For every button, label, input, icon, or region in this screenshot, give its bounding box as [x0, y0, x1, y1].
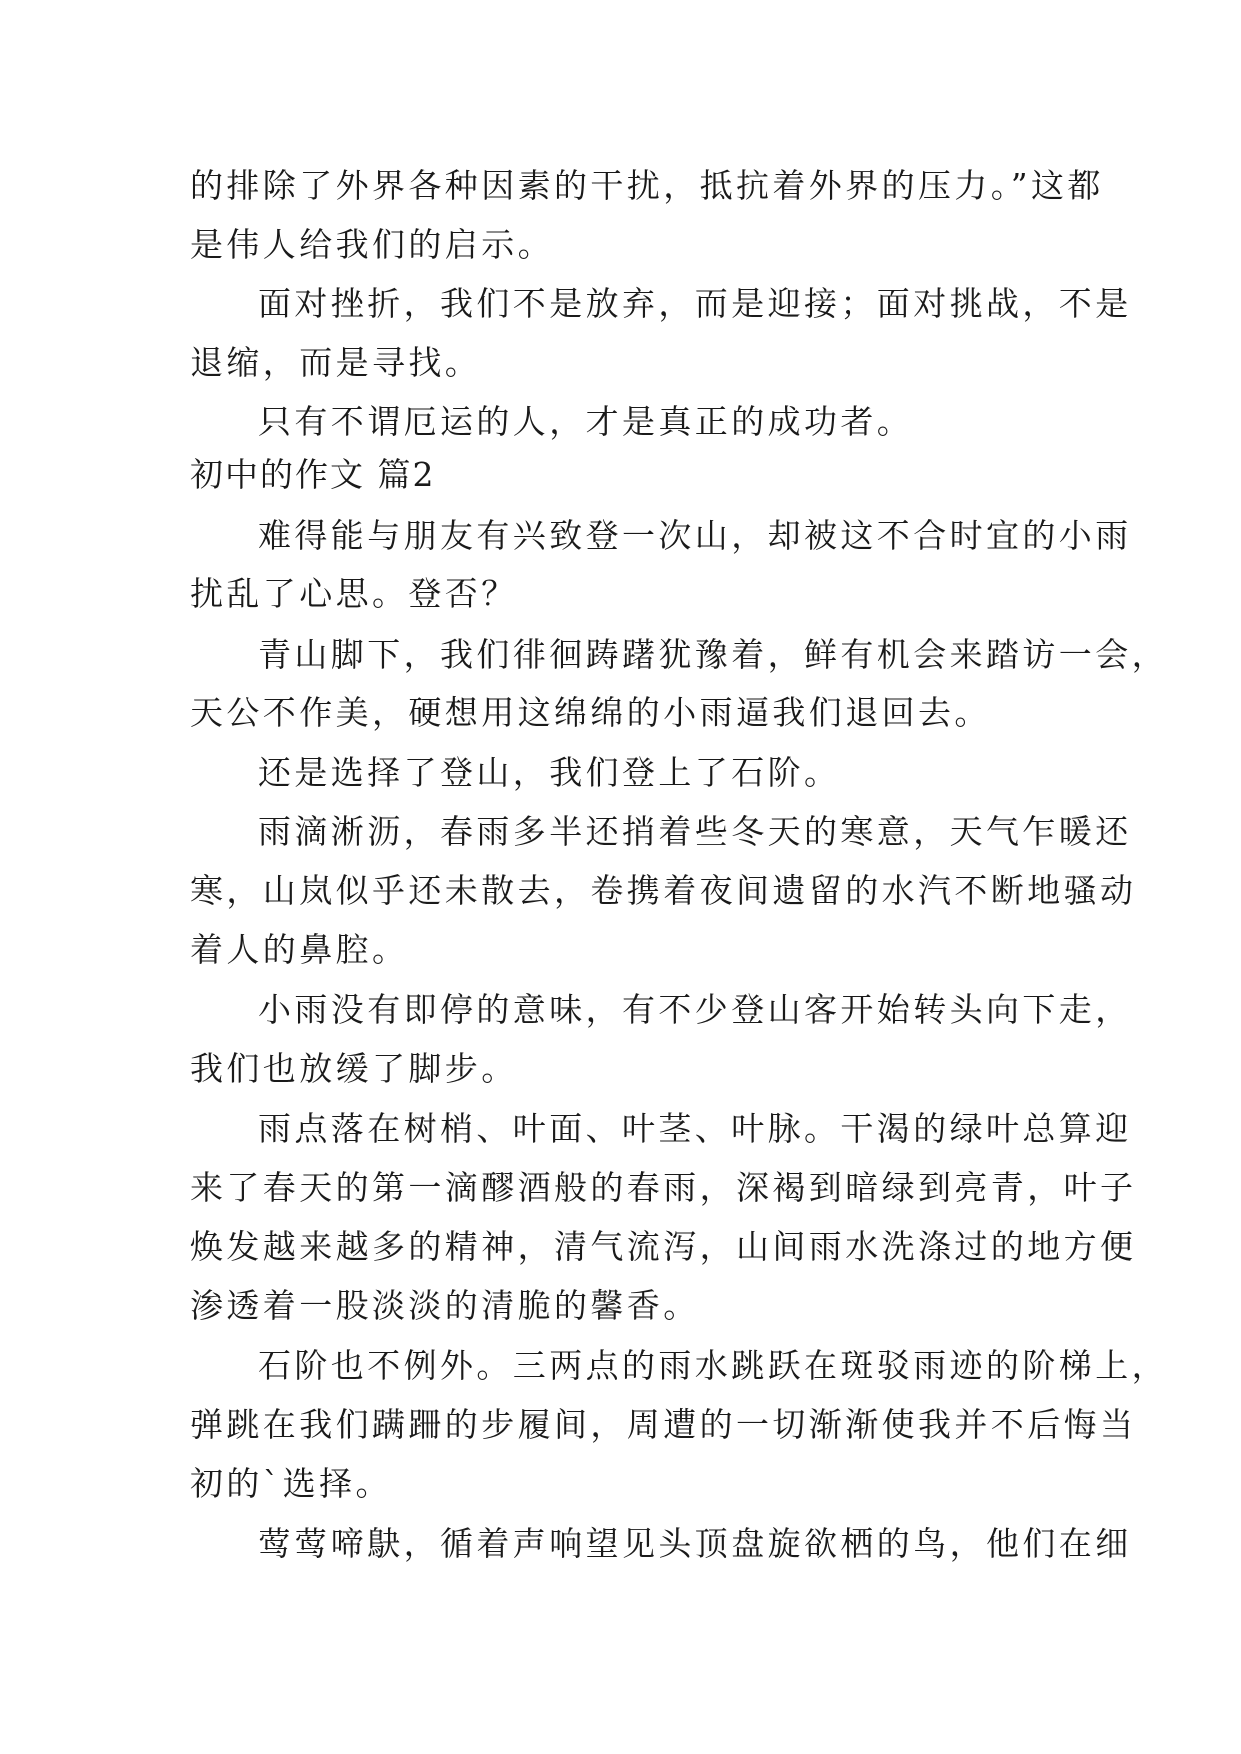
text-line: 小雨没有即停的意味，有不少登山客开始转头向下走， [258, 990, 1132, 1029]
text-line: 退缩，而是寻找。 [190, 343, 482, 382]
text-line: 来了春天的第一滴醪酒般的春雨，深褐到暗绿到亮青，叶子 [190, 1168, 1137, 1207]
text-line: 弹跳在我们蹒跚的步履间，周遭的一切渐渐使我并不后悔当 [190, 1405, 1137, 1444]
text-line: 焕发越来越多的精神，清气流泻，山间雨水洗涤过的地方便 [190, 1227, 1137, 1266]
text-line: 我们也放缓了脚步。 [190, 1049, 518, 1088]
text-line: 扰乱了心思。登否？ [190, 574, 518, 613]
text-line: 莺莺啼鴃，循着声响望见头顶盘旋欲栖的鸟，他们在细 [258, 1524, 1132, 1563]
text-line: 石阶也不例外。三两点的雨水跳跃在斑驳雨迹的阶梯上， [258, 1346, 1168, 1385]
text-line: 渗透着一股淡淡的清脆的馨香。 [190, 1286, 700, 1325]
text-line: 是伟人给我们的启示。 [190, 225, 554, 264]
text-line: 天公不作美，硬想用这绵绵的小雨逼我们退回去。 [190, 693, 991, 732]
text-line: 雨点落在树梢、叶面、叶茎、叶脉。干渴的绿叶总算迎 [258, 1109, 1132, 1148]
text-line: 寒，山岚似乎还未散去，卷携着夜间遗留的水汽不断地骚动 [190, 871, 1137, 910]
section-heading: 初中的作文 篇2 [190, 455, 436, 494]
text-line: 青山脚下，我们徘徊踌躇犹豫着，鲜有机会来踏访一会， [258, 635, 1168, 674]
text-line: 初的`选择。 [190, 1464, 392, 1503]
text-line: 的排除了外界各种因素的干扰，抵抗着外界的压力。”这都 [190, 166, 1104, 205]
text-line: 难得能与朋友有兴致登一次山，却被这不合时宜的小雨 [258, 516, 1132, 555]
text-line: 还是选择了登山，我们登上了石阶。 [258, 753, 841, 792]
text-line: 雨滴淅沥，春雨多半还捎着些冬天的寒意，天气乍暖还 [258, 812, 1132, 851]
text-line: 面对挫折，我们不是放弃，而是迎接；面对挑战，不是 [258, 284, 1132, 323]
text-line: 着人的鼻腔。 [190, 930, 409, 969]
text-line: 只有不谓厄运的人，才是真正的成功者。 [258, 402, 914, 441]
